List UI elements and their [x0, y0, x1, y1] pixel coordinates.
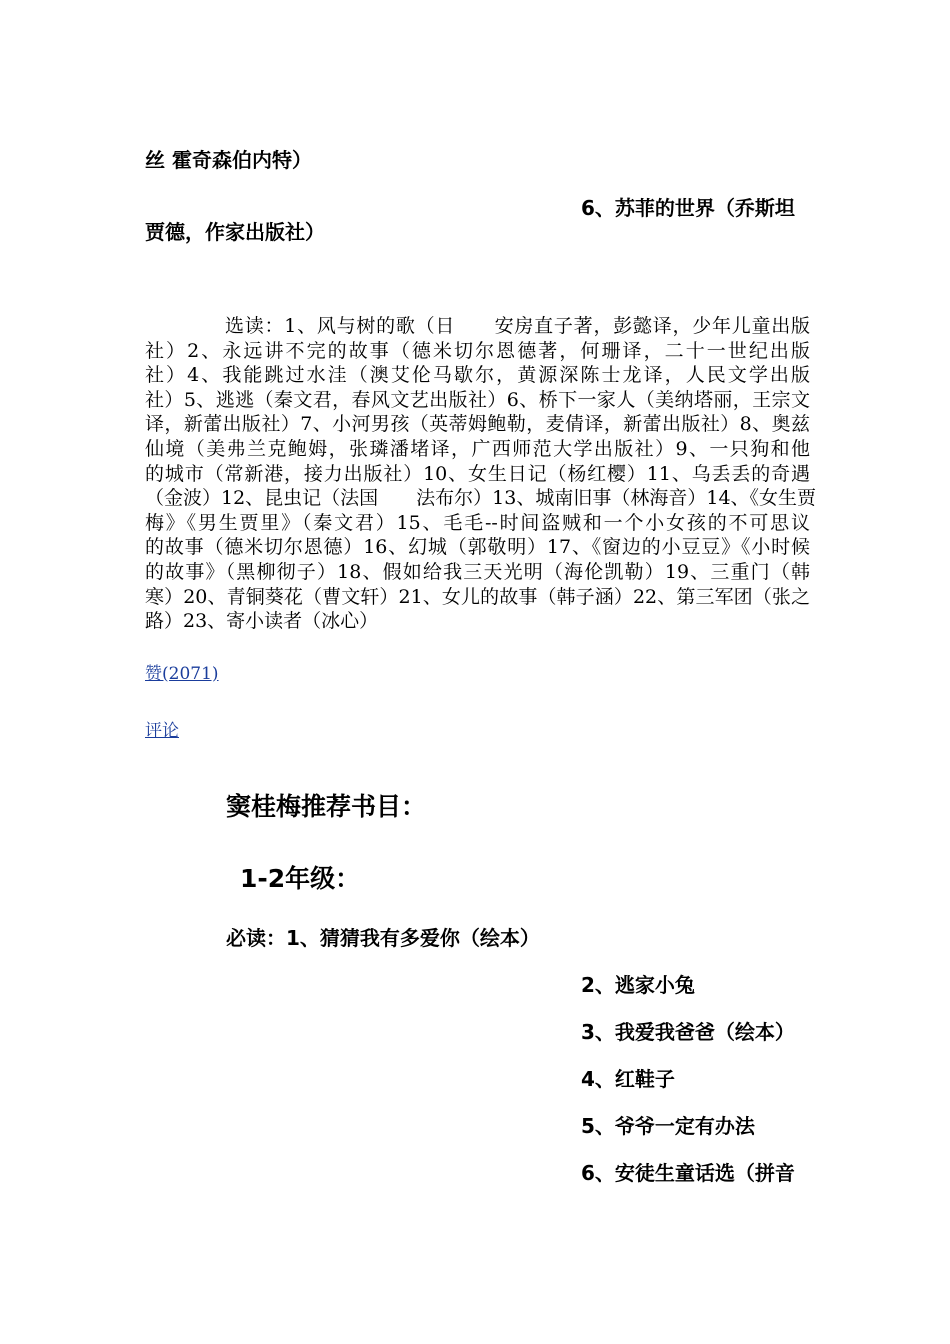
elective-line: 选读：1、风与树的歌（日 安房直子著，彭懿译，少年儿童出版: [225, 315, 810, 337]
elective-line: （金波）12、昆虫记（法国 法布尔）13、城南旧事（林海音）14、《女生贾: [145, 487, 817, 510]
elective-line: 的城市（常新港，接力出版社）10、女生日记（杨红樱）11、乌丢丢的奇遇: [145, 462, 810, 485]
required-reading-first: 必读：1、猜猜我有多爱你（绘本）: [226, 926, 540, 950]
book-item: 3、我爱我爸爸（绘本）: [581, 1020, 795, 1044]
elective-line: 的故事》（黑柳彻子）18、假如给我三天光明（海伦凯勒）19、三重门（韩: [145, 560, 810, 583]
book-item: 5、爷爷一定有办法: [581, 1114, 755, 1138]
elective-line: 仙境（美弗兰克鲍姆，张璘潘堵译，广西师范大学出版社）9、一只狗和他: [145, 437, 810, 460]
grade-heading: 1-2年级：: [240, 864, 361, 893]
text-fragment-author-end: 丝 霍奇森伯内特）: [145, 148, 312, 172]
elective-line: 梅》《男生贾里》（秦文君）15、毛毛--时间盗贼和一个小女孩的不可思议: [145, 511, 810, 534]
book-item: 6、安徒生童话选（拼音: [581, 1161, 795, 1185]
like-link[interactable]: 赞(2071): [145, 664, 219, 684]
comment-link[interactable]: 评论: [145, 721, 179, 741]
elective-line: 的故事（德米切尔恩德）16、幻城（郭敬明）17、《窗边的小豆豆》《小时候: [145, 536, 810, 559]
elective-line: 社）4、我能跳过水洼（澳艾伦马歇尔，黄源深陈士龙译，人民文学出版: [145, 364, 810, 387]
elective-line: 路）23、寄小读者（冰心）: [145, 610, 379, 633]
book-item: 2、逃家小兔: [581, 973, 695, 997]
elective-line: 寒）20、青铜葵花（曹文轩）21、女儿的故事（韩子涵）22、第三军团（张之: [145, 585, 810, 608]
elective-line: 社）5、逃逃（秦文君，春风文艺出版社）6、桥下一家人（美纳塔丽，王宗文: [145, 388, 810, 411]
elective-reading-paragraph: [145, 314, 817, 634]
book-item: 4、红鞋子: [581, 1067, 675, 1091]
section-title: 窦桂梅推荐书目：: [226, 792, 427, 821]
book-item-sophie-world: 6、苏菲的世界（乔斯坦: [581, 196, 795, 220]
elective-line: 社）2、永远讲不完的故事（德米切尔恩德著，何珊译，二十一世纪出版: [145, 339, 810, 362]
text-fragment-publisher-end: 贾德，作家出版社）: [145, 220, 325, 244]
elective-line: 译，新蕾出版社）7、小河男孩（英蒂姆鲍勒，麦倩译，新蕾出版社）8、奥兹: [145, 413, 810, 436]
